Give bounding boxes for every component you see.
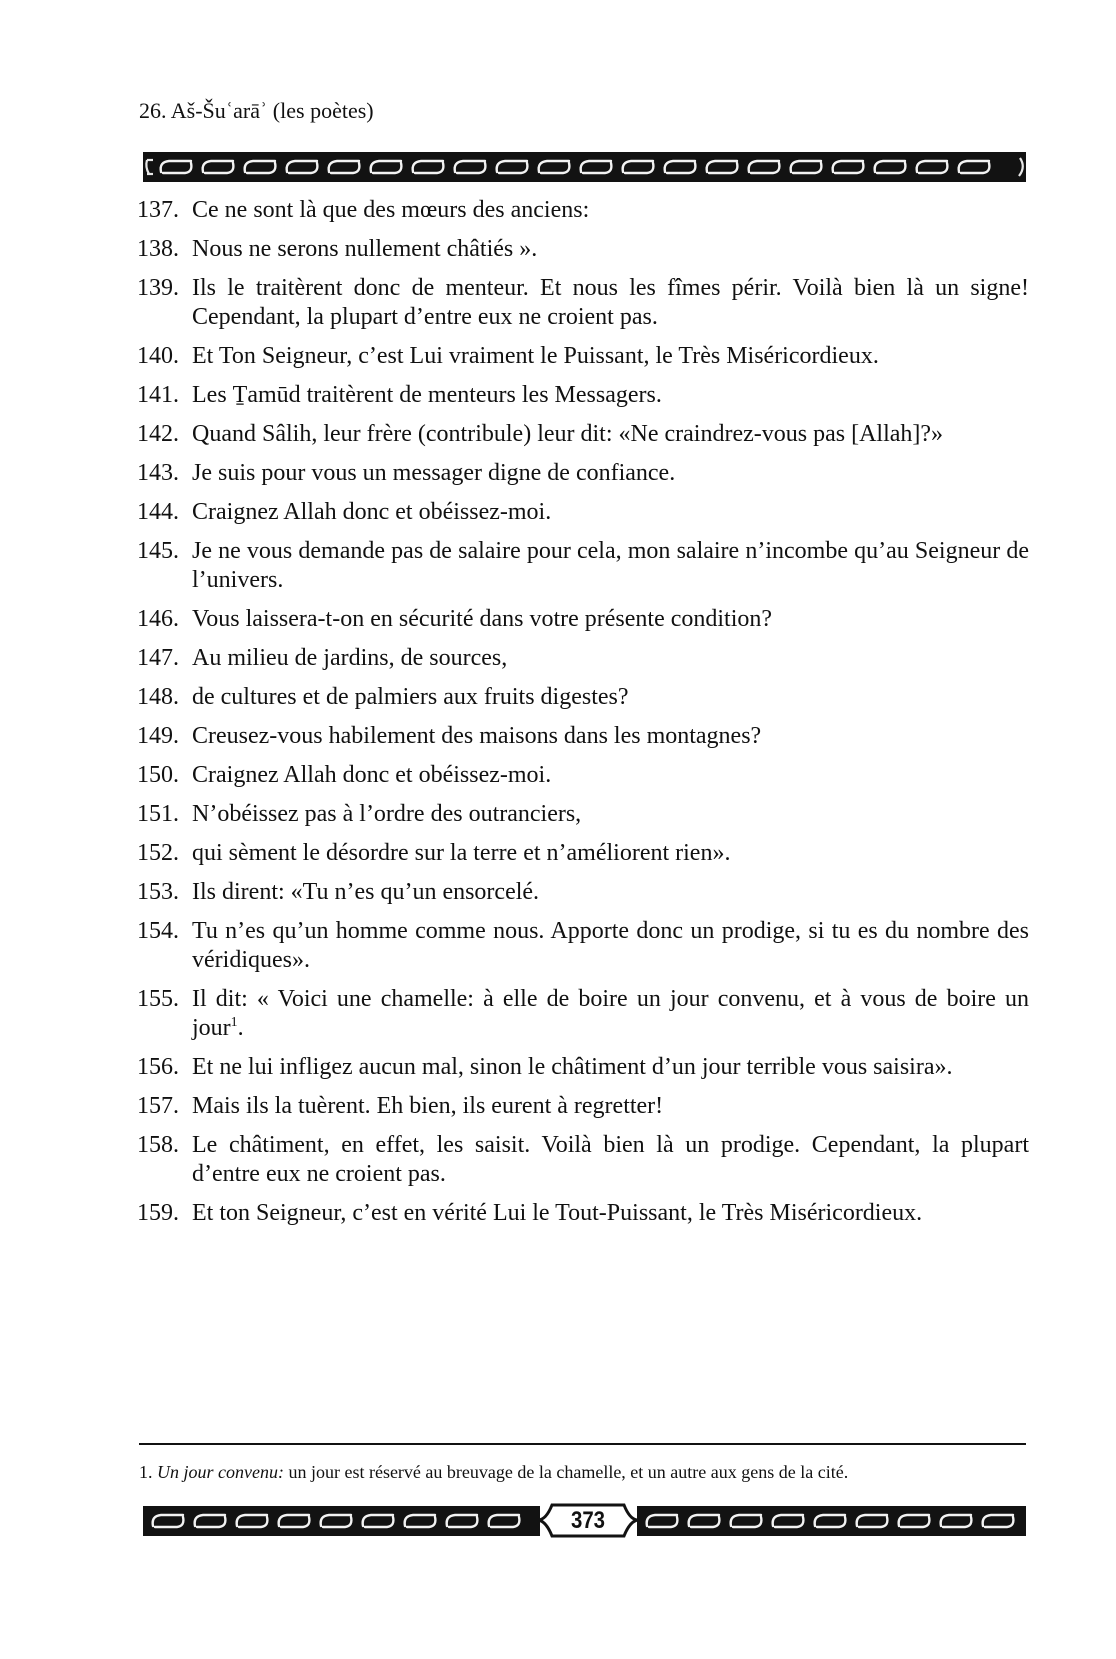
ornament-band-bottom-right (637, 1506, 1026, 1536)
verse-number: 137. (137, 197, 179, 223)
verse-number: 147. (137, 645, 179, 671)
footnote-text: un jour est réservé au breuvage de la chamelle, et un autre aux gens de la cité. (288, 1462, 849, 1482)
verse-text: Quand Sâlih, leur frère (contribule) leur dit: «Ne craindrez-vous pas [Allah]?» (192, 421, 944, 447)
verse-item (137, 420, 1029, 449)
verse-text: de cultures et de palmiers aux fruits digestes? (192, 684, 629, 710)
verse-item (137, 761, 1029, 790)
verse-item (137, 605, 1029, 634)
footnote-term: Un jour convenu: (157, 1462, 284, 1482)
verse-item (137, 1131, 1029, 1189)
verse-text: Ce ne sont là que des mœurs des anciens: (192, 197, 590, 223)
verse-item (137, 1092, 1029, 1121)
verse-text: Vous laissera-t-on en sécurité dans votre présente condition? (192, 606, 773, 632)
verse-text: Tu n’es qu’un homme comme nous. Apporte donc un prodige, si tu es du nombre des véridiques». (192, 918, 1029, 973)
verse-text: Et ton Seigneur, c’est en vérité Lui le Tout-Puissant, le Très Miséricordieux. (192, 1200, 923, 1226)
verse-number: 140. (137, 343, 179, 369)
surah-header-title: 26. Aš-Šuʿarāʾ (les poètes) (139, 98, 374, 123)
verse-number: 148. (137, 684, 179, 710)
verse-item (137, 342, 1029, 371)
verse-text: Craignez Allah donc et obéissez-moi. (192, 499, 552, 525)
footnote-marker: 1. (139, 1462, 153, 1482)
verse-text: Ils le traitèrent donc de menteur. Et nous les fîmes périr. Voilà bien là un signe! Cependant, la plupart d’entre eux ne croient pas. (192, 275, 1029, 330)
footnote-divider (139, 1443, 1026, 1445)
ornament-band-bottom-left (143, 1506, 540, 1536)
verse-item (137, 878, 1029, 907)
verse-text: Nous ne serons nullement châtiés ». (192, 236, 538, 262)
verse-text: Les Ṯamūd traitèrent de menteurs les Messagers. (192, 382, 662, 408)
verse-text: Je ne vous demande pas de salaire pour cela, mon salaire n’incombe qu’au Seigneur de l’univers. (192, 538, 1029, 593)
footnote (139, 1460, 1029, 1484)
verse-number: 154. (137, 918, 179, 944)
verse-number: 152. (137, 840, 179, 866)
verse-item (137, 196, 1029, 225)
verse-item (137, 800, 1029, 829)
verse-item (137, 381, 1029, 410)
verse-text: Craignez Allah donc et obéissez-moi. (192, 762, 552, 788)
verse-item (137, 683, 1029, 712)
verse-list (137, 196, 1029, 1238)
verse-number: 151. (137, 801, 179, 827)
verse-item (137, 839, 1029, 868)
footnote-reference: 1 (230, 1015, 238, 1030)
verse-item (137, 1199, 1029, 1228)
verse-text: Ils dirent: «Tu n’es qu’un ensorcelé. (192, 879, 540, 905)
verse-number: 159. (137, 1200, 179, 1226)
verse-number: 149. (137, 723, 179, 749)
verse-text: Je suis pour vous un messager digne de confiance. (192, 460, 676, 486)
verse-number: 142. (137, 421, 179, 447)
verse-text: Et Ton Seigneur, c’est Lui vraiment le Puissant, le Très Miséricordieux. (192, 343, 879, 369)
verse-number: 139. (137, 275, 179, 301)
verse-item (137, 917, 1029, 975)
verse-item (137, 459, 1029, 488)
verse-number: 153. (137, 879, 179, 905)
verse-item (137, 985, 1029, 1043)
verse-item (137, 644, 1029, 673)
verse-number: 145. (137, 538, 179, 564)
verse-number: 150. (137, 762, 179, 788)
verse-item (137, 722, 1029, 751)
verse-number: 146. (137, 606, 179, 632)
verse-number: 143. (137, 460, 179, 486)
verse-text: Creusez-vous habilement des maisons dans les montagnes? (192, 723, 762, 749)
verse-text: Le châtiment, en effet, les saisit. Voilà bien là un prodige. Cependant, la plupart d’entre eux ne croient pas. (192, 1132, 1029, 1187)
verse-number: 141. (137, 382, 179, 408)
verse-item (137, 1053, 1029, 1082)
verse-text: qui sèment le désordre sur la terre et n’améliorent rien». (192, 840, 731, 866)
verse-item (137, 235, 1029, 264)
verse-text: N’obéissez pas à l’ordre des outranciers, (192, 801, 582, 827)
verse-number: 155. (137, 986, 179, 1012)
verse-text: Mais ils la tuèrent. Eh bien, ils eurent à regretter! (192, 1093, 664, 1119)
verse-number: 157. (137, 1093, 179, 1119)
verse-item (137, 537, 1029, 595)
verse-number: 156. (137, 1054, 179, 1080)
verse-item (137, 274, 1029, 332)
verse-number: 158. (137, 1132, 179, 1158)
verse-text: Au milieu de jardins, de sources, (192, 645, 508, 671)
page-number: 373 (570, 1506, 606, 1534)
verse-text: Il dit: « Voici une chamelle: à elle de boire un jour convenu, et à vous de boire un jour (192, 986, 1029, 1041)
chain-ornament-icon (143, 152, 1026, 182)
chain-ornament-icon (143, 1506, 540, 1536)
page-number-cartouche (536, 1499, 640, 1542)
verse-item (137, 498, 1029, 527)
ornament-band-top (143, 152, 1026, 182)
verse-number: 138. (137, 236, 179, 262)
verse-number: 144. (137, 499, 179, 525)
chain-ornament-icon (637, 1506, 1026, 1536)
verse-text-end: . (237, 1015, 244, 1041)
verse-text: Et ne lui infligez aucun mal, sinon le châtiment d’un jour terrible vous saisira». (192, 1054, 953, 1080)
